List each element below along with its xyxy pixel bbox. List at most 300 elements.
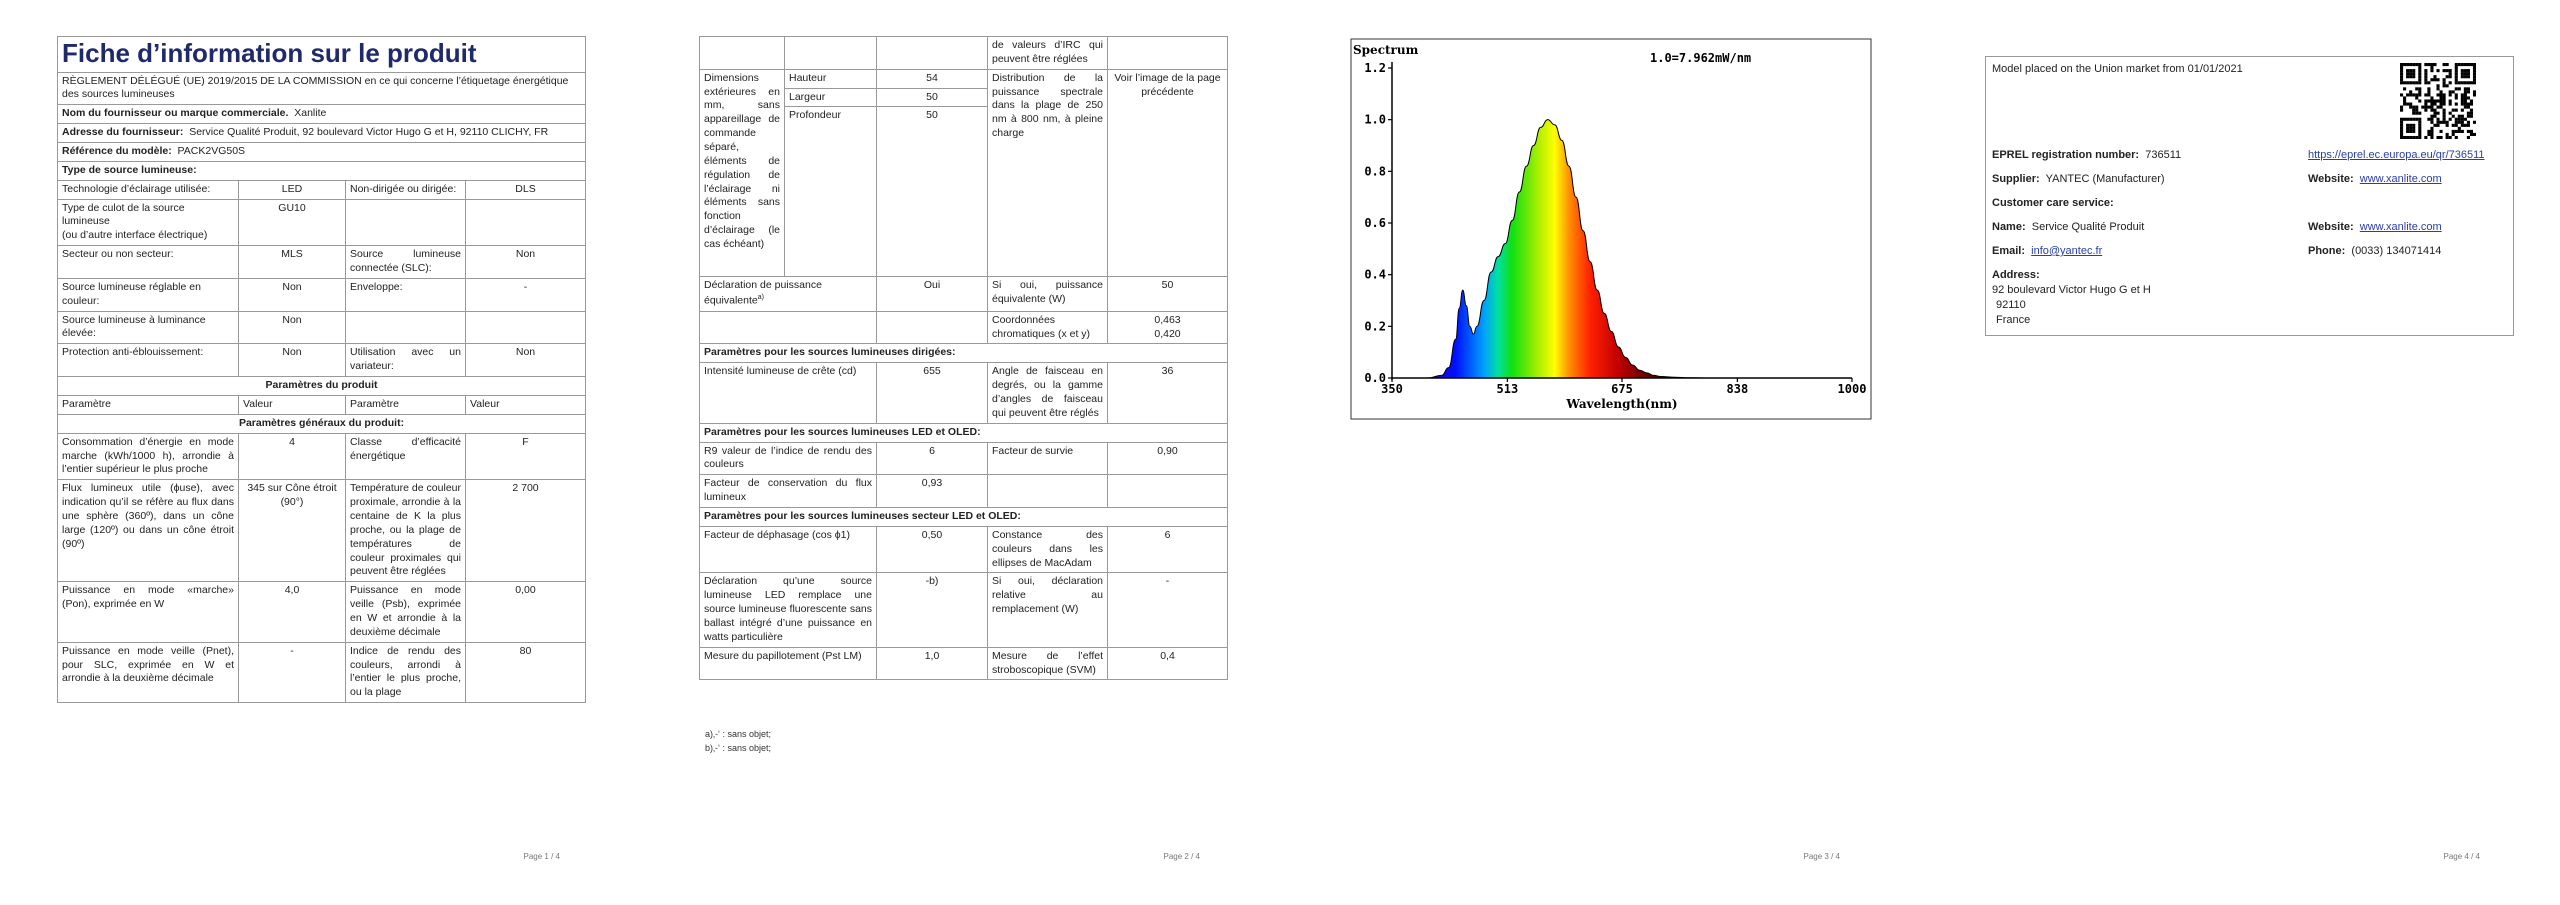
qr-module <box>2418 63 2421 66</box>
phone-label: Phone: <box>2308 245 2346 257</box>
qr-module <box>2430 136 2433 139</box>
qr-module <box>2436 78 2439 81</box>
qr-module <box>2409 75 2412 78</box>
source-type-header: Type de source lumineuse: <box>58 161 586 180</box>
qr-module <box>2406 118 2409 121</box>
qr-module <box>2415 106 2418 109</box>
directed-header: Paramètres pour les sources lumineuses dirigées: <box>700 344 1228 363</box>
qr-module <box>2430 106 2433 109</box>
qr-module <box>2443 78 2446 81</box>
qr-module <box>2458 130 2461 133</box>
qr-module <box>2467 121 2470 124</box>
qr-module <box>2403 63 2406 66</box>
eprel-info-box <box>1985 56 2514 336</box>
param-label: Constance des couleurs dans les ellipses de MacAdam <box>988 526 1108 573</box>
qr-module <box>2455 103 2458 106</box>
qr-module <box>2409 106 2412 109</box>
param-label: Facteur de survie <box>988 442 1108 475</box>
qr-module <box>2430 63 2433 66</box>
qr-module <box>2473 63 2476 66</box>
param-value <box>466 199 586 246</box>
address-line-2: 92110 <box>1996 299 2026 311</box>
param-label: Non-dirigée ou dirigée: <box>346 180 466 199</box>
website2-link[interactable]: www.xanlite.com <box>2359 221 2442 233</box>
qr-module <box>2467 69 2470 72</box>
qr-module <box>2412 106 2415 109</box>
param-value: 0,93 <box>877 475 988 508</box>
qr-module <box>2415 109 2418 112</box>
qr-module <box>2400 69 2403 72</box>
qr-module <box>2461 93 2464 96</box>
qr-module <box>2467 63 2470 66</box>
qr-module <box>2412 136 2415 139</box>
param-value: 655 <box>877 363 988 423</box>
qr-module <box>2418 136 2421 139</box>
param-value: 6 <box>1108 526 1228 573</box>
qr-module <box>2415 81 2418 84</box>
qr-module <box>2415 118 2418 121</box>
column-headers <box>58 395 586 414</box>
qr-module <box>2455 96 2458 99</box>
qr-module <box>2409 124 2412 127</box>
qr-module <box>2461 124 2464 127</box>
param-label: Température de couleur proximale, arrondie à la centaine de K la plus proche, ou la plage de températures de couleur proximales qui peuvent être réglées <box>346 480 466 582</box>
qr-module <box>2409 118 2412 121</box>
qr-module <box>2403 81 2406 84</box>
qr-module <box>2467 72 2470 75</box>
qr-module <box>2449 103 2452 106</box>
qr-module <box>2464 63 2467 66</box>
param-label: Source lumineuse réglable en couleur: <box>58 278 239 311</box>
qr-module <box>2412 72 2415 75</box>
qr-module <box>2470 103 2473 106</box>
email-line <box>1992 245 2102 257</box>
table-row <box>700 647 1228 680</box>
qr-module <box>2449 136 2452 139</box>
param-value: 80 <box>466 642 586 702</box>
qr-module <box>2446 63 2449 66</box>
supplier-label: Nom du fournisseur ou marque commerciale. <box>62 107 289 120</box>
qr-module <box>2458 81 2461 84</box>
param-label: Angle de faisceau en degrés, ou la gamme d’angles de faisceau qui peuvent être réglés <box>988 363 1108 423</box>
qr-module <box>2412 112 2415 115</box>
qr-module <box>2449 81 2452 84</box>
qr-module <box>2443 99 2446 102</box>
qr-module <box>2464 75 2467 78</box>
qr-module <box>2427 87 2430 90</box>
qr-module <box>2400 93 2403 96</box>
qr-module <box>2452 133 2455 136</box>
qr-module <box>2424 72 2427 75</box>
qr-module <box>2418 78 2421 81</box>
qr-module <box>2464 106 2467 109</box>
qr-module <box>2400 130 2403 133</box>
param-value: GU10 <box>239 199 346 246</box>
qr-module <box>2430 118 2433 121</box>
qr-module <box>2418 127 2421 130</box>
qr-module <box>2403 118 2406 121</box>
qr-module <box>2433 115 2436 118</box>
qr-module <box>2473 121 2476 124</box>
y-tick-label: 0.4 <box>1364 267 1386 282</box>
spectrum-chart <box>1350 38 1872 420</box>
qr-module <box>2418 93 2421 96</box>
qr-module <box>2424 81 2427 84</box>
qr-module <box>2409 90 2412 93</box>
param-value: MLS <box>239 246 346 279</box>
website-link[interactable]: www.xanlite.com <box>2359 173 2442 185</box>
qr-module <box>2446 124 2449 127</box>
footnotes <box>705 728 771 756</box>
qr-module <box>2449 93 2452 96</box>
phone-line <box>2308 245 2441 257</box>
address-value: Service Qualité Produit, 92 boulevard Victor Hugo G et H, 92110 CLICHY, FR <box>189 126 549 139</box>
qr-module <box>2473 133 2476 136</box>
eprel-link[interactable]: https://eprel.ec.europa.eu/qr/736511 <box>2308 149 2485 161</box>
param-label: Utilisation avec un variateur: <box>346 344 466 377</box>
qr-module <box>2430 109 2433 112</box>
qr-module <box>2427 63 2430 66</box>
qr-module <box>2433 63 2436 66</box>
qr-module <box>2455 121 2458 124</box>
website-line <box>2308 173 2442 185</box>
qr-module <box>2467 130 2470 133</box>
qr-module <box>2430 121 2433 124</box>
qr-module <box>2400 75 2403 78</box>
param-value: Non <box>466 246 586 279</box>
qr-module <box>2449 99 2452 102</box>
qr-module <box>2406 124 2409 127</box>
qr-module <box>2455 81 2458 84</box>
model-label: Référence du modèle: <box>62 145 172 158</box>
qr-module <box>2464 69 2467 72</box>
qr-module <box>2461 130 2464 133</box>
param-label: Classe d’efficacité énergétique <box>346 433 466 480</box>
table-row <box>700 526 1228 573</box>
qr-module <box>2403 96 2406 99</box>
qr-module <box>2424 75 2427 78</box>
qr-module <box>2440 106 2443 109</box>
chroma-x: 0,463 <box>1154 313 1181 326</box>
model-row <box>58 143 586 162</box>
qr-module <box>2430 78 2433 81</box>
qr-module <box>2436 99 2439 102</box>
qr-module <box>2427 133 2430 136</box>
qr-module <box>2424 109 2427 112</box>
qr-module <box>2455 72 2458 75</box>
supplier-value: Xanlite <box>294 107 327 120</box>
param-label: Puissance en mode veille (Pnet), pour SLC, exprimée en W et arrondie à la deuxième décimale <box>58 642 239 702</box>
column-header: Paramètre <box>346 395 466 414</box>
qr-module <box>2412 63 2415 66</box>
qr-module <box>2406 63 2409 66</box>
qr-module <box>2418 81 2421 84</box>
param-value: LED <box>239 180 346 199</box>
qr-module <box>2400 63 2403 66</box>
qr-module <box>2415 96 2418 99</box>
name-value: Service Qualité Produit <box>2031 221 2145 233</box>
qr-module <box>2467 87 2470 90</box>
qr-module <box>2446 75 2449 78</box>
param-label: Consommation d’énergie en mode marche (kWh/1000 h), arrondie à l’entier supérieur le plus proche <box>58 433 239 480</box>
qr-module <box>2430 130 2433 133</box>
chroma-y: 0,420 <box>1154 327 1181 340</box>
qr-module <box>2400 109 2403 112</box>
qr-module <box>2400 124 2403 127</box>
qr-module <box>2461 121 2464 124</box>
param-value <box>466 311 586 344</box>
qr-module <box>2458 115 2461 118</box>
qr-module <box>2467 96 2470 99</box>
qr-module <box>2443 81 2446 84</box>
table-row <box>58 433 586 480</box>
qr-module <box>2424 99 2427 102</box>
table-row <box>58 311 586 344</box>
param-label: Mesure de l’effet stroboscopique (SVM) <box>988 647 1108 680</box>
qr-module <box>2455 124 2458 127</box>
qr-module <box>2406 127 2409 130</box>
dimension-value: 54 <box>877 69 988 88</box>
eprel-registration <box>1992 149 2181 161</box>
table-row <box>58 480 586 582</box>
qr-module <box>2433 99 2436 102</box>
qr-module <box>2418 124 2421 127</box>
qr-module <box>2455 66 2458 69</box>
qr-module <box>2400 106 2403 109</box>
param-value: DLS <box>466 180 586 199</box>
qr-module <box>2473 81 2476 84</box>
qr-module <box>2473 69 2476 72</box>
supplier-value: YANTEC (Manufacturer) <box>2045 173 2165 185</box>
qr-module <box>2430 66 2433 69</box>
qr-module <box>2409 103 2412 106</box>
param-label: Facteur de déphasage (cos ϕ1) <box>700 526 877 573</box>
qr-module <box>2461 96 2464 99</box>
param-label: Puissance en mode «marche» (Pon), exprimée en W <box>58 582 239 642</box>
param-value: F <box>466 433 586 480</box>
qr-module <box>2427 81 2430 84</box>
spectral-label: Distribution de la puissance spectrale dans la plage de 250 nm à 800 nm, à pleine charge <box>988 69 1108 277</box>
qr-module <box>2446 136 2449 139</box>
qr-module <box>2430 115 2433 118</box>
table-row <box>700 363 1228 423</box>
footnote-b: b)‚-‘ : sans objet; <box>705 742 772 753</box>
qr-module <box>2440 90 2443 93</box>
qr-module <box>2467 75 2470 78</box>
email-link[interactable]: info@yantec.fr <box>2031 245 2103 257</box>
qr-module <box>2443 84 2446 87</box>
qr-module <box>2473 72 2476 75</box>
qr-module <box>2400 118 2403 121</box>
qr-module <box>2406 103 2409 106</box>
y-tick-label: 0.8 <box>1364 164 1386 179</box>
x-axis-label: Wavelength(nm) <box>1566 397 1678 411</box>
qr-module <box>2461 115 2464 118</box>
qr-module <box>2455 109 2458 112</box>
qr-module <box>2470 133 2473 136</box>
address-line-1: 92 boulevard Victor Hugo G et H <box>1992 284 2151 296</box>
qr-module <box>2464 99 2467 102</box>
qr-module <box>2443 112 2446 115</box>
qr-module <box>2427 99 2430 102</box>
param-label: Secteur ou non secteur: <box>58 246 239 279</box>
qr-module <box>2464 96 2467 99</box>
table-row <box>58 344 586 377</box>
qr-module <box>2418 90 2421 93</box>
qr-code-icon[interactable] <box>2400 63 2476 139</box>
y-tick-label: 1.0 <box>1364 112 1386 127</box>
qr-module <box>2467 115 2470 118</box>
param-value: 50 <box>1108 277 1228 311</box>
qr-module <box>2443 115 2446 118</box>
param-value: 0,4 <box>1108 647 1228 680</box>
qr-module <box>2443 118 2446 121</box>
qr-module <box>2403 103 2406 106</box>
qr-module <box>2427 130 2430 133</box>
qr-module <box>2455 75 2458 78</box>
qr-module <box>2406 93 2409 96</box>
param-label: Si oui, puissance équivalente (W) <box>988 277 1108 311</box>
table-row <box>700 475 1228 508</box>
qr-module <box>2418 72 2421 75</box>
param-value: 345 sur Cône étroit (90°) <box>239 480 346 582</box>
qr-module <box>2412 127 2415 130</box>
param-label <box>346 199 466 246</box>
qr-module <box>2433 75 2436 78</box>
qr-module <box>2470 130 2473 133</box>
param-value: 6 <box>877 442 988 475</box>
qr-module <box>2455 78 2458 81</box>
qr-module <box>2406 81 2409 84</box>
qr-module <box>2473 75 2476 78</box>
qr-module <box>2436 69 2439 72</box>
qr-module <box>2433 124 2436 127</box>
dimension-name: Hauteur <box>785 69 877 88</box>
qr-module <box>2440 96 2443 99</box>
param-label: Intensité lumineuse de crête (cd) <box>700 363 877 423</box>
dimension-name: Profondeur <box>785 107 877 277</box>
param-label: Coordonnées chromatiques (x et y) <box>988 311 1108 344</box>
qr-module <box>2464 124 2467 127</box>
qr-module <box>2440 93 2443 96</box>
qr-module <box>2436 124 2439 127</box>
qr-module <box>2418 133 2421 136</box>
qr-module <box>2443 121 2446 124</box>
qr-module <box>2464 93 2467 96</box>
qr-module <box>2464 81 2467 84</box>
param-label: Protection anti-éblouissement: <box>58 344 239 377</box>
eprel-label: EPREL registration number: <box>1992 149 2140 161</box>
supplier-row <box>58 105 586 124</box>
param-value: Non <box>239 278 346 311</box>
qr-module <box>2464 72 2467 75</box>
qr-module <box>2455 118 2458 121</box>
qr-module <box>2473 78 2476 81</box>
chart-annotation: 1.0=7.962mW/nm <box>1650 51 1752 65</box>
qr-module <box>2400 78 2403 81</box>
qr-module <box>2458 63 2461 66</box>
table-row <box>58 278 586 311</box>
qr-module <box>2473 66 2476 69</box>
table-row <box>700 311 1228 344</box>
y-tick-label: 0.2 <box>1364 319 1386 334</box>
supplier-line <box>1992 173 2165 185</box>
qr-module <box>2464 90 2467 93</box>
qr-module <box>2424 78 2427 81</box>
qr-module <box>2449 72 2452 75</box>
qr-module <box>2458 87 2461 90</box>
y-tick-label: 0.0 <box>1364 371 1386 385</box>
column-header: Valeur <box>466 395 586 414</box>
x-tick-label: 675 <box>1611 382 1633 396</box>
qr-module <box>2440 99 2443 102</box>
qr-module <box>2467 103 2470 106</box>
param-label: Puissance en mode veille (Psb), exprimée en W et arrondie à la deuxième décimale <box>346 582 466 642</box>
qr-module <box>2424 63 2427 66</box>
qr-module <box>2455 130 2458 133</box>
qr-module <box>2430 103 2433 106</box>
qr-module <box>2461 81 2464 84</box>
param-label <box>346 311 466 344</box>
qr-module <box>2467 106 2470 109</box>
param-label: Flux lumineux utile (ϕuse), avec indication qu’il se réfère au flux dans une sphère (360º), dans un cône large (120º) ou dans un cône étroit (90º) <box>58 480 239 582</box>
qr-module <box>2409 63 2412 66</box>
qr-module <box>2418 75 2421 78</box>
param-value: - <box>466 278 586 311</box>
qr-module <box>2433 78 2436 81</box>
qr-module <box>2461 103 2464 106</box>
qr-module <box>2443 96 2446 99</box>
qr-module <box>2436 118 2439 121</box>
qr-module <box>2436 84 2439 87</box>
qr-module <box>2412 130 2415 133</box>
qr-module <box>2443 69 2446 72</box>
qr-module <box>2458 121 2461 124</box>
qr-module <box>2443 103 2446 106</box>
table-row <box>58 199 586 246</box>
param-label: Si oui, déclaration relative au remplacement (W) <box>988 573 1108 647</box>
qr-module <box>2461 72 2464 75</box>
qr-module <box>2424 106 2427 109</box>
qr-module <box>2452 115 2455 118</box>
qr-module <box>2430 133 2433 136</box>
qr-module <box>2430 127 2433 130</box>
qr-module <box>2443 109 2446 112</box>
address-row <box>58 124 586 143</box>
qr-module <box>2415 63 2418 66</box>
param-value: Non <box>239 311 346 344</box>
qr-module <box>2412 109 2415 112</box>
param-value: Non <box>466 344 586 377</box>
qr-module <box>2400 72 2403 75</box>
qr-module <box>2455 87 2458 90</box>
qr-module <box>2409 81 2412 84</box>
qr-module <box>2427 118 2430 121</box>
qr-module <box>2418 112 2421 115</box>
param-label: Type de culot de la source lumineuse (ou d’autre interface électrique) <box>58 199 239 246</box>
mains-header: Paramètres pour les sources lumineuses secteur LED et OLED: <box>700 507 1228 526</box>
table-row <box>700 277 1228 311</box>
regulation-text: RÈGLEMENT DÉLÉGUÉ (UE) 2019/2015 DE LA COMMISSION en ce qui concerne l’étiquetage énergétique des sources lumineuses <box>58 72 586 105</box>
qr-module <box>2461 109 2464 112</box>
qr-module <box>2406 136 2409 139</box>
qr-module <box>2440 103 2443 106</box>
qr-module <box>2470 81 2473 84</box>
qr-module <box>2449 69 2452 72</box>
qr-module <box>2436 121 2439 124</box>
qr-module <box>2461 69 2464 72</box>
qr-module <box>2436 106 2439 109</box>
